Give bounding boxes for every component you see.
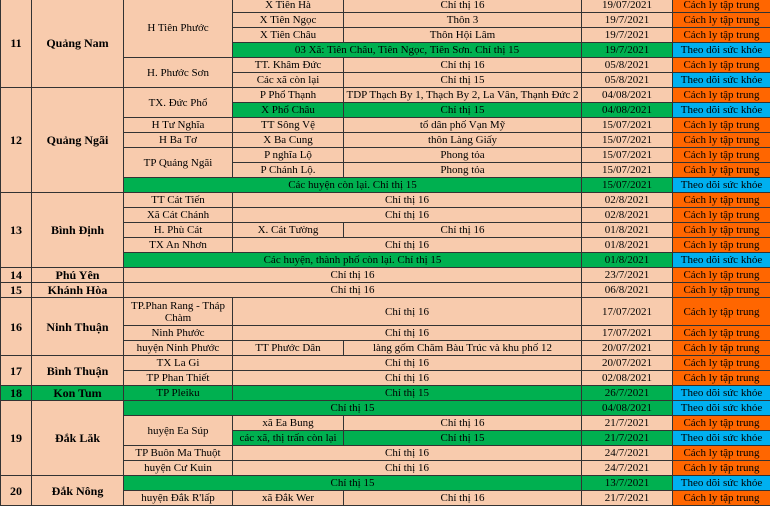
detail-cell: Chỉ thị 16: [233, 461, 582, 476]
date-cell: 15/07/2021: [582, 163, 673, 178]
date-cell: 06/8/2021: [582, 283, 673, 298]
date-cell: 02/8/2021: [582, 193, 673, 208]
detail-cell: Thôn Hội Lâm: [344, 28, 582, 43]
date-cell: 24/7/2021: [582, 446, 673, 461]
detail-cell: Chỉ thị 15: [344, 73, 582, 88]
district-name: H. Phước Sơn: [124, 58, 233, 88]
status-cell: Cách ly tập trung: [673, 13, 770, 28]
detail-cell: Chỉ thị 16: [233, 193, 582, 208]
province-name: Ninh Thuận: [32, 298, 124, 356]
district-name: Xã Cát Chánh: [124, 208, 233, 223]
status-cell: Cách ly tập trung: [673, 461, 770, 476]
commune-name: xã Ea Bung: [233, 416, 344, 431]
status-cell: Cách ly tập trung: [673, 148, 770, 163]
commune-name: Các xã còn lại: [233, 73, 344, 88]
detail-cell: Phong tỏa: [344, 148, 582, 163]
province-name: Đắk Nông: [32, 476, 124, 506]
district-name: H Ba Tơ: [124, 133, 233, 148]
detail-cell: Chỉ thị 16: [124, 268, 582, 283]
row-number: 12: [1, 88, 32, 193]
district-name: TP Buôn Ma Thuột: [124, 446, 233, 461]
status-cell: Cách ly tập trung: [673, 491, 770, 506]
district-name: huyện Ea Súp: [124, 416, 233, 446]
date-cell: 20/07/2021: [582, 356, 673, 371]
status-cell: Cách ly tập trung: [673, 133, 770, 148]
status-cell: Cách ly tập trung: [673, 208, 770, 223]
detail-cell: Chỉ thị 16: [344, 58, 582, 73]
detail-cell: Thôn 3: [344, 13, 582, 28]
status-cell: Theo dõi sức khỏe: [673, 178, 770, 193]
commune-name: xã Đắk Wer: [233, 491, 344, 506]
district-name: TP Quảng Ngãi: [124, 148, 233, 178]
detail-cell: Chỉ thị 15: [233, 386, 582, 401]
detail-cell: Chỉ thị 16: [233, 238, 582, 253]
row-number: 20: [1, 476, 32, 506]
date-cell: 04/08/2021: [582, 103, 673, 118]
detail-cell: Chỉ thị 16: [344, 223, 582, 238]
province-name: Khánh Hòa: [32, 283, 124, 298]
commune-name: TT Sông Vệ: [233, 118, 344, 133]
detail-cell: Chỉ thị 16: [344, 491, 582, 506]
detail-cell: Chỉ thị 15: [344, 431, 582, 446]
status-cell: Theo dõi sức khỏe: [673, 43, 770, 58]
status-cell: Cách ly tập trung: [673, 238, 770, 253]
date-cell: 26/7/2021: [582, 386, 673, 401]
district-name: TT Cát Tiến: [124, 193, 233, 208]
status-cell: Cách ly tập trung: [673, 118, 770, 133]
commune-name: X Tiên Ngọc: [233, 13, 344, 28]
detail-cell: Chỉ thị 16: [233, 208, 582, 223]
district-name: H. Phù Cát: [124, 223, 233, 238]
row-number: 11: [1, 0, 32, 88]
date-cell: 01/8/2021: [582, 223, 673, 238]
province-name: Quảng Nam: [32, 0, 124, 88]
status-cell: Theo dõi sức khỏe: [673, 431, 770, 446]
date-cell: 21/7/2021: [582, 416, 673, 431]
row-number: 18: [1, 386, 32, 401]
detail-cell: Chỉ thị 16: [124, 283, 582, 298]
district-name: TP Phan Thiết: [124, 371, 233, 386]
district-name: huyện Ninh Phước: [124, 341, 233, 356]
status-cell: Theo dõi sức khỏe: [673, 103, 770, 118]
detail-cell: Chỉ thị 16: [233, 326, 582, 341]
commune-name: các xã, thị trấn còn lại: [233, 431, 344, 446]
commune-name: TT Phước Dân: [233, 341, 344, 356]
date-cell: 17/07/2021: [582, 326, 673, 341]
province-name: Bình Thuận: [32, 356, 124, 386]
status-cell: Cách ly tập trung: [673, 88, 770, 103]
status-cell: Cách ly tập trung: [673, 341, 770, 356]
district-name: TP Pleiku: [124, 386, 233, 401]
detail-cell: Chỉ thị 16: [233, 356, 582, 371]
detail-cell: TDP Thạch By 1, Thạch By 2, La Vân, Thạnh Đức 2: [344, 88, 582, 103]
commune-name: P Chánh Lộ.: [233, 163, 344, 178]
date-cell: 02/8/2021: [582, 208, 673, 223]
detail-cell: làng gốm Chăm Bàu Trúc và khu phố 12: [344, 341, 582, 356]
commune-name: X. Cát Tường: [233, 223, 344, 238]
district-name: TX. Đức Phổ: [124, 88, 233, 118]
district-name: H Tư Nghĩa: [124, 118, 233, 133]
row-number: 19: [1, 401, 32, 476]
detail-cell: 03 Xã: Tiên Châu, Tiên Ngọc, Tiên Sơn. Chỉ thị 15: [233, 43, 582, 58]
province-name: Quảng Ngãi: [32, 88, 124, 193]
status-cell: Cách ly tập trung: [673, 223, 770, 238]
date-cell: 15/07/2021: [582, 118, 673, 133]
commune-name: X Tiên Hà: [233, 0, 344, 13]
detail-cell: Các huyện còn lại. Chỉ thị 15: [124, 178, 582, 193]
district-name: TX La Gi: [124, 356, 233, 371]
detail-cell: Chỉ thị 16: [233, 298, 582, 326]
row-number: 14: [1, 268, 32, 283]
detail-cell: Chỉ thị 15: [124, 476, 582, 491]
date-cell: 19/07/2021: [582, 0, 673, 13]
commune-name: X Ba Cung: [233, 133, 344, 148]
status-cell: Cách ly tập trung: [673, 298, 770, 326]
province-name: Phú Yên: [32, 268, 124, 283]
detail-cell: Chỉ thị 16: [344, 416, 582, 431]
detail-cell: Chỉ thị 15: [124, 401, 582, 416]
date-cell: 21/7/2021: [582, 491, 673, 506]
date-cell: 15/07/2021: [582, 133, 673, 148]
row-number: 15: [1, 283, 32, 298]
detail-cell: thôn Làng Giấy: [344, 133, 582, 148]
status-cell: Cách ly tập trung: [673, 58, 770, 73]
status-cell: Theo dõi sức khỏe: [673, 401, 770, 416]
status-cell: Cách ly tập trung: [673, 371, 770, 386]
district-name: TP.Phan Rang - Tháp Chàm: [124, 298, 233, 326]
status-cell: Cách ly tập trung: [673, 416, 770, 431]
status-cell: Cách ly tập trung: [673, 0, 770, 13]
status-cell: Cách ly tập trung: [673, 193, 770, 208]
province-name: Bình Định: [32, 193, 124, 268]
status-cell: Theo dõi sức khỏe: [673, 73, 770, 88]
district-name: Ninh Phước: [124, 326, 233, 341]
date-cell: 01/8/2021: [582, 238, 673, 253]
detail-cell: Phong tỏa: [344, 163, 582, 178]
status-cell: Theo dõi sức khỏe: [673, 476, 770, 491]
date-cell: 04/08/2021: [582, 88, 673, 103]
status-cell: Cách ly tập trung: [673, 283, 770, 298]
date-cell: 19/7/2021: [582, 13, 673, 28]
date-cell: 24/7/2021: [582, 461, 673, 476]
province-name: Kon Tum: [32, 386, 124, 401]
status-cell: Cách ly tập trung: [673, 326, 770, 341]
date-cell: 02/08/2021: [582, 371, 673, 386]
detail-cell: Chỉ thị 16: [233, 446, 582, 461]
commune-name: P Phổ Thạnh: [233, 88, 344, 103]
district-name: huyện Cư Kuin: [124, 461, 233, 476]
district-name: huyện Đắk R'lấp: [124, 491, 233, 506]
detail-cell: Các huyện, thành phố còn lại. Chỉ thị 15: [124, 253, 582, 268]
commune-name: X Phổ Châu: [233, 103, 344, 118]
row-number: 17: [1, 356, 32, 386]
status-cell: Cách ly tập trung: [673, 446, 770, 461]
date-cell: 13/7/2021: [582, 476, 673, 491]
date-cell: 04/08/2021: [582, 401, 673, 416]
status-cell: Cách ly tập trung: [673, 163, 770, 178]
date-cell: 20/07/2021: [582, 341, 673, 356]
province-name: Đắk Lăk: [32, 401, 124, 476]
district-name: TX An Nhơn: [124, 238, 233, 253]
commune-name: X Tiên Châu: [233, 28, 344, 43]
status-cell: Theo dõi sức khỏe: [673, 386, 770, 401]
date-cell: 21/7/2021: [582, 431, 673, 446]
status-cell: Theo dõi sức khỏe: [673, 253, 770, 268]
row-number: 16: [1, 298, 32, 356]
date-cell: 01/8/2021: [582, 253, 673, 268]
detail-cell: Chỉ thị 16: [233, 371, 582, 386]
row-number: 13: [1, 193, 32, 268]
date-cell: 17/07/2021: [582, 298, 673, 326]
status-cell: Cách ly tập trung: [673, 28, 770, 43]
commune-name: P nghĩa Lộ: [233, 148, 344, 163]
status-cell: Cách ly tập trung: [673, 268, 770, 283]
date-cell: 15/07/2021: [582, 178, 673, 193]
date-cell: 05/8/2021: [582, 58, 673, 73]
detail-cell: Chỉ thị 16: [344, 0, 582, 13]
date-cell: 05/8/2021: [582, 73, 673, 88]
date-cell: 15/07/2021: [582, 148, 673, 163]
detail-cell: tổ dân phố Vạn Mỹ: [344, 118, 582, 133]
date-cell: 23/7/2021: [582, 268, 673, 283]
status-cell: Cách ly tập trung: [673, 356, 770, 371]
district-name: H Tiên Phước: [124, 0, 233, 58]
date-cell: 19/7/2021: [582, 28, 673, 43]
detail-cell: Chỉ thị 15: [344, 103, 582, 118]
commune-name: TT. Khâm Đức: [233, 58, 344, 73]
date-cell: 19/7/2021: [582, 43, 673, 58]
